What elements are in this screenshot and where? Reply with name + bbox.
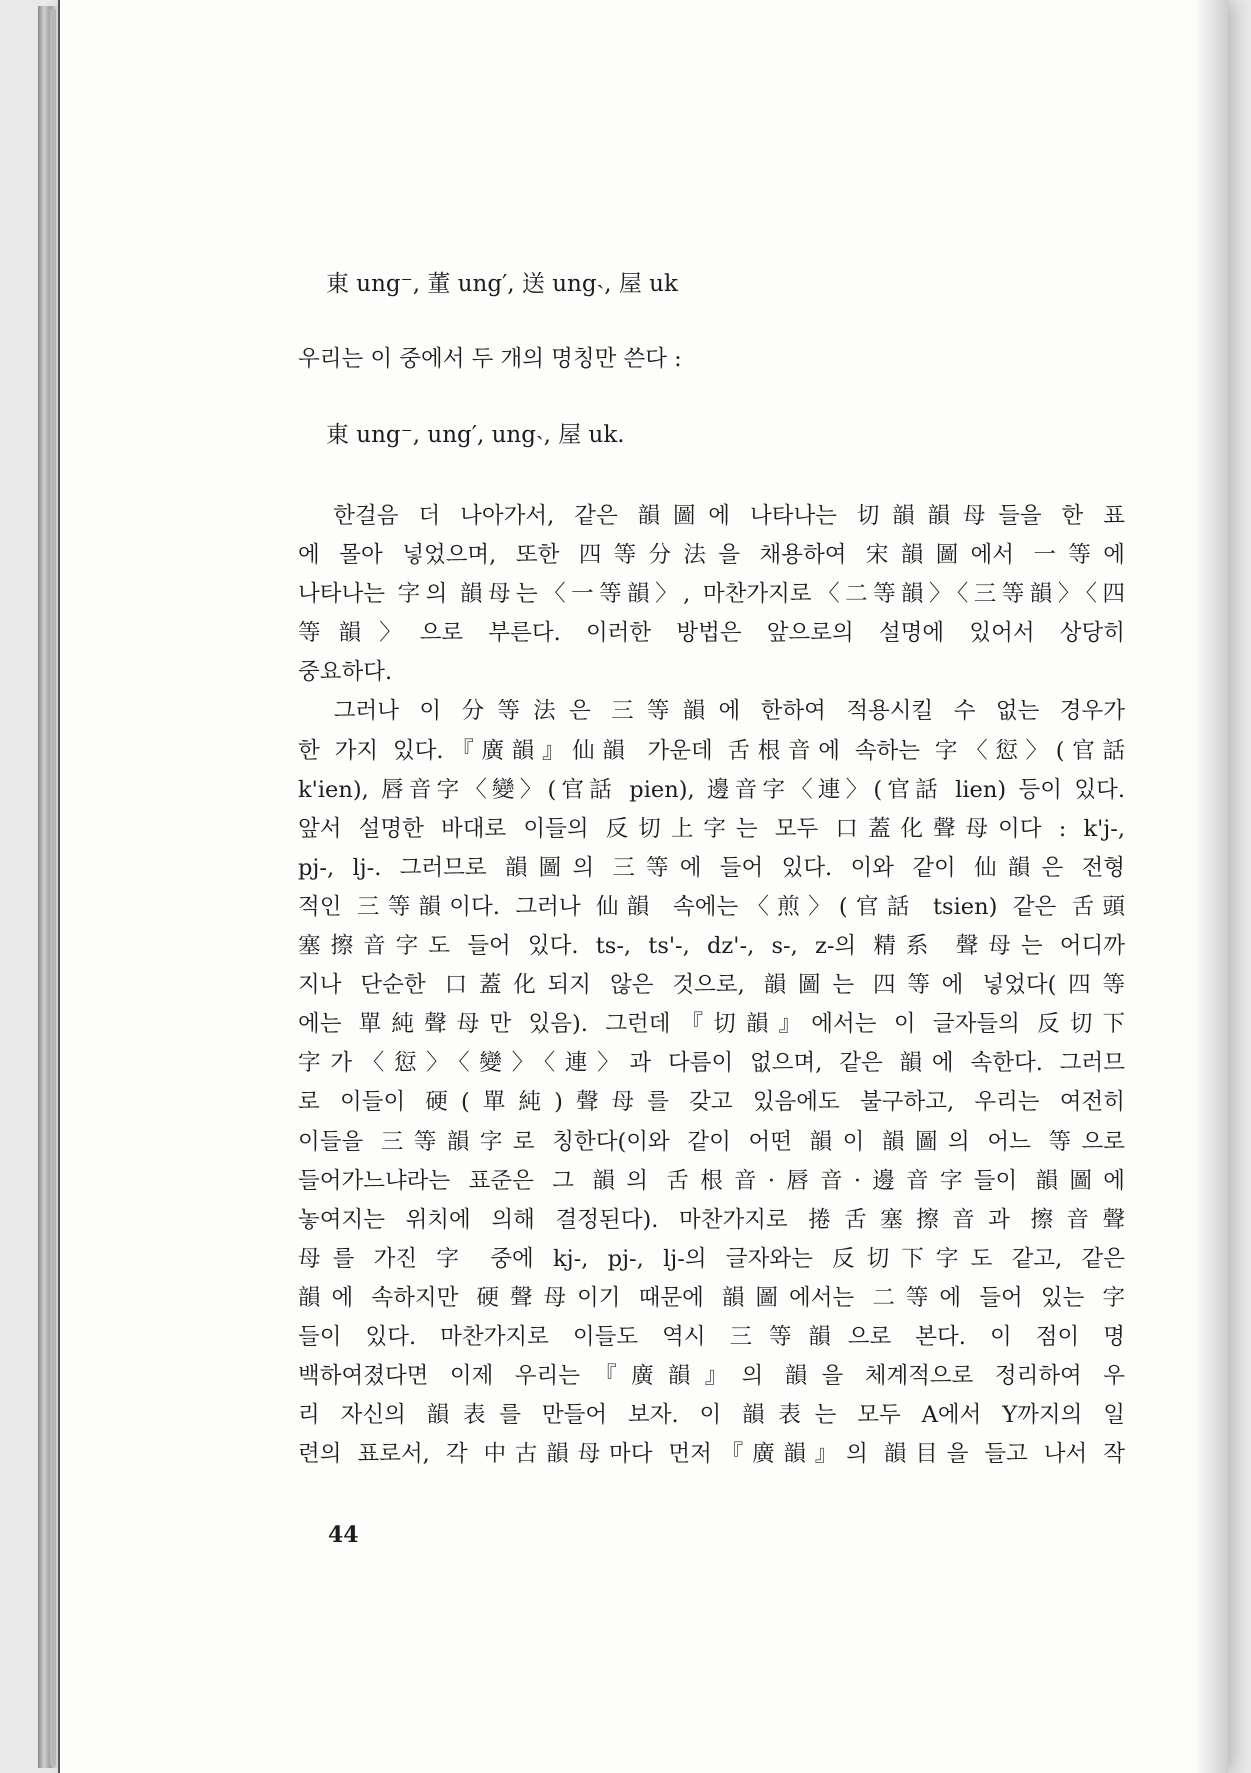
paragraph-line: 한 가지 있다.『廣韻』仙韻 가운데 舌根音에 속하는 字〈愆〉(官話: [298, 737, 1125, 764]
paragraph-line: 等韻〉으로 부른다. 이러한 방법은 앞으로의 설명에 있어서 상당히: [298, 620, 1125, 647]
paragraph-line: 백하여졌다면 이제 우리는『廣韻』의 韻을 체계적으로 정리하여 우: [298, 1363, 1125, 1390]
paragraph-line: 앞서 설명한 바대로 이들의 反切上字는 모두 口蓋化聲母이다 : k'j-,: [298, 815, 1125, 842]
intro-sentence: 우리는 이 중에서 두 개의 명칭만 쓴다 :: [298, 346, 682, 372]
paragraph-line: k'ien), 唇音字〈變〉(官話 pien), 邊音字〈連〉(官話 lien) 등이 있다.: [298, 776, 1125, 803]
paragraph-2: [298, 692, 1125, 1474]
paragraph-line: pj-, lj-. 그러므로 韻圖의 三等에 들어 있다. 이와 같이 仙韻은 전형: [298, 854, 1125, 881]
paragraph-1: [298, 497, 1125, 692]
paragraph-line: 그러나 이 分等法은 三等韻에 한하여 적용시킬 수 없는 경우가: [298, 698, 1125, 725]
paragraph-line: 塞擦音字도 들어 있다. ts-, ts'-, dz'-, s-, z-의 精系 聲母는 어디까: [298, 933, 1125, 960]
paragraph-line: 로 이들이 硬(單純)聲母를 갖고 있음에도 불구하고, 우리는 여전히: [298, 1089, 1125, 1116]
paragraph-line: 지나 단순한 口蓋化되지 않은 것으로, 韻圖는 四等에 넣었다(四等: [298, 972, 1125, 999]
paragraph-line: 한걸음 더 나아가서, 같은 韻圖에 나타나는 切韻韻母들을 한 표: [298, 503, 1125, 529]
paragraph-line: 母를 가진 字 중에 kj-, pj-, lj-의 글자와는 反切下字도 같고, 같은: [298, 1245, 1125, 1272]
paragraph-line: 이들을 三等韻字로 칭한다(이와 같이 어떤 韻이 韻圖의 어느 等으로: [298, 1128, 1125, 1155]
book-spine-shadow: [50, 10, 56, 1765]
paragraph-line: 놓여지는 위치에 의해 결정된다). 마찬가지로 捲舌塞擦音과 擦音聲: [298, 1206, 1125, 1233]
rhyme-formula-1: 東 ung⁻, 董 ung′, 送 ung˴, 屋 uk: [326, 271, 678, 297]
paragraph-line: 에 몰아 넣었으며, 또한 四等分法을 채용하여 宋韻圖에서 一等에: [298, 542, 1125, 569]
paragraph-line: 字가〈愆〉〈變〉〈連〉과 다름이 없으며, 같은 韻에 속한다. 그러므: [298, 1050, 1125, 1077]
paragraph-line: 중요하다.: [298, 659, 393, 686]
paragraph-line: 韻에 속하지만 硬聲母이기 때문에 韻圖에서는 二等에 들어 있는 字: [298, 1284, 1125, 1311]
paragraph-line: 련의 표로서, 각 中古韻母마다 먼저『廣韻』의 韻目을 들고 나서 작: [298, 1441, 1125, 1468]
paragraph-line: 적인 三等韻이다. 그러나 仙韻 속에는〈煎〉(官話 tsien) 같은 舌頭: [298, 893, 1125, 920]
page-edge-shadow: [1194, 0, 1228, 1773]
paragraph-line: 에는 單純聲母만 있음). 그런데『切韻』에서는 이 글자들의 反切下: [298, 1011, 1125, 1038]
page-number: 44: [328, 1522, 359, 1548]
paragraph-line: 들이 있다. 마찬가지로 이들도 역시 三等韻으로 본다. 이 점이 명: [298, 1323, 1125, 1350]
paragraph-line: 들어가느냐라는 표준은 그 韻의 舌根音·唇音·邊音字들이 韻圖에: [298, 1167, 1125, 1194]
paragraph-line: 나타나는 字의 韻母는〈一等韻〉, 마찬가지로〈二等韻〉〈三等韻〉〈四: [298, 581, 1125, 608]
page-text-block: [298, 266, 1125, 1474]
paragraph-line: 리 자신의 韻表를 만들어 보자. 이 韻表는 모두 A에서 Y까지의 일: [298, 1402, 1125, 1429]
rhyme-formula-2: 東 ung⁻, ung′, ung˴, 屋 uk.: [326, 422, 625, 448]
